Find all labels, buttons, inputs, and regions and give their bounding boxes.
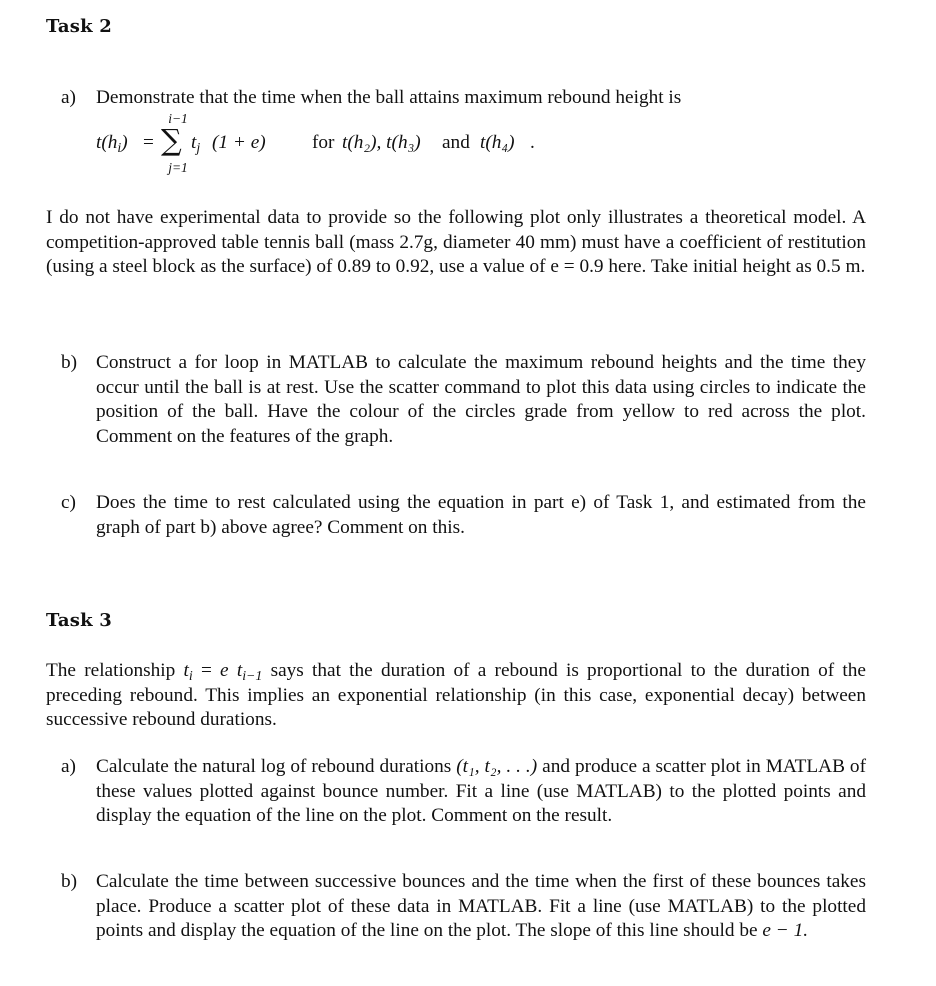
task2-part-c-text: Does the time to rest calculated using the equation in part e) of Task 1, and estimated from the graph of part b) above agree? Comment on this. [96, 492, 866, 538]
summation-symbol: ∑ [161, 123, 182, 157]
formula-and-label: and [442, 132, 470, 153]
task3-heading: Task 3 [46, 610, 112, 631]
sum-lower-limit: j=1 [168, 160, 188, 175]
task2-intro-paragraph: I do not have experimental data to provide so the following plot only illustrates a theoretical model. A competition-approved table tennis ball (mass 2.7g, diameter 40 mm) must have a coefficient of restitution (using a steel block as the surface) of 0.89 to 0.92, use a value of e = 0.9 here. Take initial height as 0.5 m. [46, 207, 866, 278]
formula-equals: = [143, 132, 154, 153]
formula-term: $t_j$ [191, 132, 201, 156]
task3-part-a-text: Calculate the natural log of rebound durations (t₁, t₂, . . .) and produce a scatter plot in MATLAB of these values plotted against bounce number. Fit a line (use MATLAB) to the plotted points and display the equation of the line on the plot. Comment on the result. [96, 756, 866, 827]
formula-factor: (1 + e) [212, 132, 266, 153]
task2-part-c-label: c) [61, 492, 76, 513]
formula-last-case: t(h₄) [480, 132, 515, 153]
formula-period: . [530, 132, 535, 153]
formula-cases: t(h₂), t(h₃) [342, 132, 421, 153]
task3-part-a-label: a) [61, 756, 76, 777]
task2-part-a-label: a) [61, 87, 76, 108]
task3-intro-paragraph: The relationship $t_i = e$ $t_{i-1}$ says that the duration of a rebound is proportional to the duration of the preceding rebound. This implies an exponential relationship (in this case, exponential decay) between successive rebound durations. [46, 660, 866, 731]
task2-heading: Task 2 [46, 16, 112, 37]
formula-lhs: $t(h_i)$ [96, 132, 128, 156]
task2-part-b-text: Construct a for loop in MATLAB to calculate the maximum rebound heights and the time they occur until the ball is at rest. Use the scatter command to plot this data using circles to indicate the position of the ball. Have the colour of the circles grade from yellow to red across the plot. Comment on the features of the graph. [96, 352, 866, 448]
sum-upper-limit: i−1 [168, 111, 188, 126]
task2-part-a-text: Demonstrate that the time when the ball attains maximum rebound height is [96, 87, 682, 108]
formula-for-label: for [312, 132, 335, 153]
task2-part-b-label: b) [61, 352, 78, 373]
task3-part-b-label: b) [61, 871, 78, 892]
task3-part-b-text: Calculate the time between successive bounces and the time when the first of these bounces takes place. Produce a scatter plot of these data in MATLAB. Fit a line (use MATLAB) to the plotted points and display the equation of the line on the plot. The slope of this line should be e − 1. [96, 871, 866, 942]
